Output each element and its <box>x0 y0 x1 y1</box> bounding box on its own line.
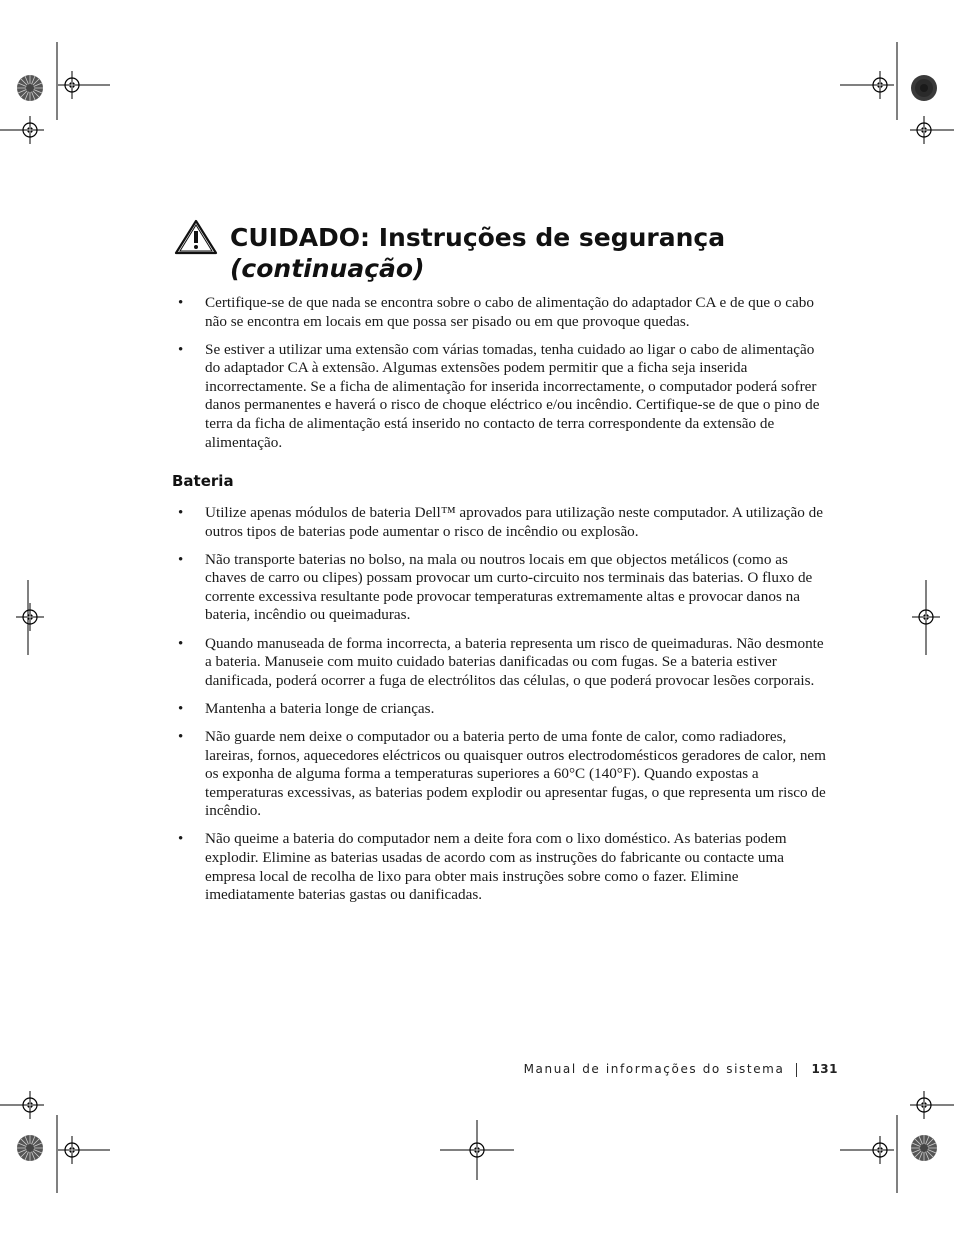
list-item: • Não transporte baterias no bolso, na mala ou noutros locais em que objectos metálicos (como as chaves de carro ou clipes) possam provocar um curto-circuito nos terminais das baterias. O fluxo de corrente excessiva resultante pode provocar temperaturas extremamente altas e provocar danos na bateria, incêndio ou queimaduras. <box>178 550 813 624</box>
list-item: • Utilize apenas módulos de bateria Dell™ aprovados para utilização neste computador. A utilização de outros tipos de baterias pode aumentar o risco de incêndio ou explosão. <box>178 504 823 540</box>
battery-list <box>172 504 827 905</box>
intro-list <box>172 294 827 452</box>
list-item: • Certifique-se de que nada se encontra sobre o cabo de alimentação do adaptador CA e de que o cabo não se encontra em locais em que possa ser pisado ou em que provoque quedas. <box>178 294 814 330</box>
list-item: • Quando manuseada de forma incorrecta, a bateria representa um risco de queimaduras. Não desmonte a bateria. Manuseie com muito cuidado baterias danificadas ou com fugas. Se a bateria estiver danificada, poderá ocorrer a fuga de electrólitos das células, o que poderá provocar lesões corporais. <box>178 634 824 689</box>
footer-divider <box>796 1063 797 1077</box>
intro-list-container <box>172 294 827 462</box>
page-title-continuation: (continuação) <box>230 254 425 283</box>
page-title-main: CUIDADO: Instruções de segurança <box>230 223 726 252</box>
footer-doc-title: Manual de informações do sistema <box>523 1062 785 1076</box>
list-item: • Não queime a bateria do computador nem a deite fora com o lixo doméstico. As baterias podem explodir. Elimine as baterias usadas de acordo com as instruções do fabricante ou contacte uma empresa local de recolha de lixo para obter mais instruções sobre como o fazer. Elimine imediatamente baterias gastas ou danificadas. <box>178 830 787 904</box>
list-item: • Não guarde nem deixe o computador ou a bateria perto de uma fonte de calor, como radiadores, lareiras, fornos, aquecedores eléctricos ou quaisquer outros electrodomésticos geradores de calor, nem os exponha de alguma forma a temperaturas superiores a 60°C (140°F). Quando expostas a temperaturas excessivas, as baterias podem explodir ou apresentar fugas, o que representa um risco de incêndio. <box>178 727 826 820</box>
battery-list-container <box>172 504 827 914</box>
page-title <box>230 222 870 284</box>
list-item: • Mantenha a bateria longe de crianças. <box>178 699 435 717</box>
section-heading-bateria: Bateria <box>172 472 234 490</box>
warning-triangle-icon <box>174 219 218 255</box>
page-number: 131 <box>811 1062 838 1076</box>
page-footer <box>480 1062 838 1077</box>
list-item: • Se estiver a utilizar uma extensão com várias tomadas, tenha cuidado ao ligar o cabo de alimentação do adaptador CA à extensão. Algumas extensões podem permitir que a ficha seja inserida incorrectamente. Se a ficha de alimentação for inserida incorrectamente, o computador poderá sofrer danos permanentes e haverá o risco de choque eléctrico e/ou incêndio. Certifique-se de que o pino de terra da ficha de alimentação está inserido no contacto de terra correspondente da extensão de alimentação. <box>178 340 820 451</box>
